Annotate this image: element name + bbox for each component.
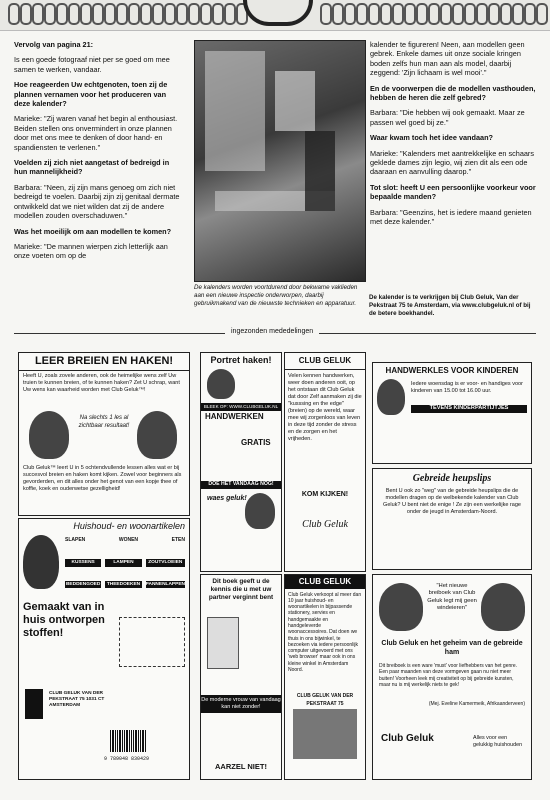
ad-title: Club Geluk en het geheim van de gebreide ham bbox=[381, 640, 523, 656]
woes-label: waes geluk! bbox=[207, 495, 247, 502]
ad-body: Iedere woensdag is er voor- en handiges voor kinderen van 15.00 tot 16.00 uur. bbox=[411, 381, 523, 394]
question: Voelden zij zich niet aangetast of bedreigd in hun mannelijkheid? bbox=[14, 158, 170, 177]
article-column-right bbox=[370, 40, 536, 233]
availability-note: De kalender is te verkrijgen bij Club Geluk, Van der Pekstraat 75 te Amsterdam, via www.clubgeluk.nl of bij de betere boekhandel. bbox=[369, 294, 531, 317]
ad-title: Portret haken! bbox=[210, 355, 272, 365]
spiral-ring bbox=[140, 3, 152, 25]
gratis-label: GRATIS bbox=[241, 438, 271, 447]
come-look-label: KOM KIJKEN! bbox=[301, 491, 349, 498]
spiral-ring bbox=[44, 3, 56, 25]
spiral-ring bbox=[344, 3, 356, 25]
ad-title: LEER BREIEN EN HAKEN! bbox=[19, 353, 189, 371]
spiral-ring bbox=[320, 3, 332, 25]
article-column-left bbox=[14, 40, 182, 267]
ad-portret bbox=[200, 352, 282, 572]
portrait-image bbox=[481, 583, 525, 631]
column-label: ETEN bbox=[171, 537, 185, 543]
answer: Marieke: "Zij waren vanaf het begin al enthousiast. Beiden stellen ons onvermindert in onze plannen door met ons mee te denken of door hand- en spandiensten te verlenen." bbox=[14, 114, 178, 152]
answer: Marieke: "Kalenders met aantrekkelijke en schaars geklede dames zijn legio, wij zien dit als een ode daaraan en aanvulling daarop." bbox=[370, 148, 535, 177]
ad-title: Gebreide heupslips bbox=[412, 473, 492, 484]
spiral-ring bbox=[80, 3, 92, 25]
vandaag-banner: DOE HET VANDAAG NOG! bbox=[201, 481, 281, 489]
ad-boek bbox=[200, 574, 282, 780]
item-label: PANNENLAPPEN bbox=[145, 581, 185, 587]
portrait-image bbox=[379, 583, 423, 631]
answer: Barbara: "Geenzins, het is iedere maand genieten met deze kalender." bbox=[370, 207, 532, 227]
ad-body: Dit breiboek is een ware 'must' voor liefhebbers van het genre. Een paar maanden van deze vormgeven gaan nu niet meer buiten! Voorheen leek mij creativiteit op bij gebreide kunsten, maar nu is mij werkelijk niets te gek! bbox=[379, 663, 518, 689]
article bbox=[14, 40, 536, 326]
spiral-ring bbox=[200, 3, 212, 25]
ad-footer: CLUB GELUK VAN DER PEKSTRAAT 75 bbox=[296, 693, 354, 707]
ad-intro: Heeft U, zoals zovele anderen, ook de heimelijke wens zelf Uw truien te kunnen breien, of te kunnen haken? Zet U schrap, want Uw wens kan waarheid worden met Club Geluk™! bbox=[23, 373, 180, 393]
item-label: ZOUTVLOEIEN bbox=[146, 559, 185, 567]
item-label: THEEDOEKEN bbox=[106, 581, 141, 587]
spiral-ring bbox=[128, 3, 140, 25]
speech-bubble: Na slechts 1 les al zichtbaar resultaat! bbox=[78, 415, 130, 429]
ad-heupslips bbox=[372, 468, 532, 570]
ad-kinderen bbox=[372, 362, 532, 464]
item-label: LAMPEN bbox=[105, 559, 141, 567]
ad-address: CLUB GELUK VAN DER PEKSTRAAT 75 1031 CT AMSTERDAM bbox=[49, 691, 105, 708]
spiral-ring bbox=[8, 3, 20, 25]
question: Hoe reageerden Uw echtgenoten, toen zij de plannen vernamen voor het produceren van deze kalender? bbox=[14, 80, 168, 109]
question: En de voorwerpen die de modellen vasthouden, hebben de heren die zelf gebred? bbox=[370, 83, 536, 103]
coupon[interactable] bbox=[119, 617, 185, 667]
spiral-ring bbox=[500, 3, 512, 25]
spiral-ring bbox=[20, 3, 32, 25]
ad-club-geluk-2 bbox=[284, 574, 366, 780]
spiral-ring bbox=[464, 3, 476, 25]
ad-slogan: AARZEL NIET! bbox=[215, 762, 267, 771]
ad-tagline: Alles voor een gelukkig huishouden bbox=[473, 735, 523, 748]
spiral-ring bbox=[452, 3, 464, 25]
spiral-ring bbox=[416, 3, 428, 25]
item-label: BEDDENGOED bbox=[65, 581, 101, 587]
ads-section-label: ingezonden mededelingen bbox=[225, 328, 319, 335]
spiral-ring bbox=[152, 3, 164, 25]
signature: (Mej. Eveline Kamermeik, Afrikaanderveen) bbox=[428, 701, 525, 707]
ad-slogan: Gemaakt van in huis ontworpen stoffen! bbox=[23, 601, 105, 639]
ad-club-geluk bbox=[284, 352, 366, 572]
spiral-ring bbox=[392, 3, 404, 25]
ad-huishoud bbox=[18, 518, 190, 780]
spiral-ring bbox=[332, 3, 344, 25]
portrait-image bbox=[137, 411, 177, 459]
question: Waar kwam toch het idee vandaan? bbox=[370, 133, 493, 143]
spiral-ring bbox=[164, 3, 176, 25]
paragraph: kalender te figureren! Neen, aan modellen geen gebrek. Enkele dames uit onze sociale kringen boden zelfs hun man aan als model, daarbij zeggend: 'Zijn lichaam is wel mooi'." bbox=[370, 40, 525, 78]
woman-image bbox=[23, 535, 59, 589]
ad-sub: TEVENS KINDERPARTIJTJES bbox=[411, 405, 527, 413]
spiral-ring bbox=[404, 3, 416, 25]
spiral-ring bbox=[176, 3, 188, 25]
spiral-ring bbox=[368, 3, 380, 25]
ad-title: CLUB GELUK bbox=[285, 575, 365, 589]
portrait-image bbox=[207, 369, 235, 399]
barcode bbox=[110, 730, 146, 752]
spiral-ring bbox=[32, 3, 44, 25]
spiral-ring bbox=[56, 3, 68, 25]
ad-title: Dit boek geeft u de kennis die u met uw partner verginnt bent bbox=[208, 578, 274, 601]
spiral-ring bbox=[512, 3, 524, 25]
ad-body: Velen kennen handwerken, weer doen anderen ooit, op het ontstaan dit Club Geluk dat door Zelf aanmaken zij die "kusssing en the edge" (breien) op de wereld, waar mee wij zorgenloos van leven in deze tijd zonder de stress en de zorgen en het vrijheden. bbox=[288, 372, 362, 442]
spiral-ring bbox=[524, 3, 536, 25]
handwerken-label: HANDWERKEN bbox=[205, 412, 264, 421]
column-label: WONEN bbox=[118, 537, 139, 543]
paragraph: Is een goede fotograaf niet per se goed om mee samen te werken, vandaar. bbox=[14, 55, 170, 74]
question: Was het moeilijk om aan modellen te komen? bbox=[14, 226, 172, 236]
ad-breiboek bbox=[372, 574, 532, 780]
answer: Barbara: "Die hebben wij ook gemaakt. Maar ze passen wel goed bij ze." bbox=[370, 108, 525, 127]
continuation-label: Vervolg van pagina 21: bbox=[14, 40, 94, 49]
portrait-image bbox=[29, 411, 69, 459]
spiral-ring bbox=[104, 3, 116, 25]
answer: Barbara: "Neen, zij zijn mans genoeg om zich niet bedreigd te voelen. Daarbij zijn zij genitaal dermate ontwikkeld dat we niet wilden dat zij de andere modellen zouden overschaduwen." bbox=[14, 182, 180, 221]
photo-caption: De kalenders worden voortdurend door bekwame vaklieden aan een nieuwe inspectie onderworpen, daarbij gebruikmakend van de nieuwste technieken en apparatuur. bbox=[194, 284, 358, 307]
club-logo: Club Geluk bbox=[381, 733, 434, 744]
spiral-ring bbox=[488, 3, 500, 25]
quote: "Het nieuwe breiboek van Club Geluk legt mij geen windeieren" bbox=[427, 583, 477, 612]
ad-title: Huishoud- en woonartikelen bbox=[73, 521, 185, 531]
item-label: KUSSENS bbox=[65, 559, 101, 567]
ad-breien bbox=[18, 352, 190, 516]
spiral-ring bbox=[68, 3, 80, 25]
spiral-ring bbox=[536, 3, 548, 25]
spiral-ring bbox=[356, 3, 368, 25]
spiral-ring bbox=[380, 3, 392, 25]
printing-press-photo bbox=[194, 40, 366, 282]
storefront-image bbox=[293, 709, 357, 759]
question: Tot slot: heeft U een persoonlijke voorkeur voor bepaalde manden? bbox=[370, 182, 536, 202]
spiral-ring bbox=[224, 3, 236, 25]
woman-image bbox=[377, 379, 405, 415]
answer: Marieke: "De mannen wierpen zich letterlijk aan onze voeten om op de bbox=[14, 241, 168, 261]
spiral-ring bbox=[116, 3, 128, 25]
ad-url: BLEEK OP: WWW.CLUBGELUK.NL bbox=[201, 403, 281, 411]
spiral-ring bbox=[476, 3, 488, 25]
spiral-ring bbox=[212, 3, 224, 25]
club-logo: Club Geluk bbox=[302, 519, 348, 530]
barcode-number: 9 789048 830429 bbox=[104, 756, 150, 762]
spiral-ring bbox=[92, 3, 104, 25]
ad-body: Club Geluk verkoopt al meer dan 10 jaar huishoud- en woonartikelen in bijpassende stationery, servies en handgemaakte en handgeleverde woonaccessoires. Dat doen we thuis in ons bijwinkel, te bezoeken via iedere persoonlijk computer uitgevoerd met ons 'web browser' maar ook in ons kleine winkel in Amsterdam Noord. bbox=[288, 591, 362, 674]
column-label: SLAPEN bbox=[65, 537, 86, 543]
ad-body: Club Geluk™ leert U in 5 ochtendvullende lessen alles wat er bij succesvol breien en haken komt kijken. Zowel voor beginners als gevorderden, en dit alles onder het genot van een kopje thee of koffie, koek en ouderwetse gezelligheid! bbox=[23, 465, 182, 492]
spiral-ring bbox=[428, 3, 440, 25]
ad-body: Bent U ook zo "weg" van de gebreide heupslips die de modellen dragen op de welbekende kalender van Club Geluk? U bent niet de enige ! Ze zijn een werkelijke rage onder de jeugd in Amsterdam-Noord. bbox=[383, 488, 521, 515]
woman-image bbox=[245, 493, 275, 529]
ad-title: HANDWERKLES VOOR KINDEREN bbox=[385, 366, 519, 375]
spiral-ring bbox=[188, 3, 200, 25]
building-icon bbox=[25, 689, 43, 719]
spiral-ring bbox=[440, 3, 452, 25]
boek-banner: De moderne vrouw van vandaag kan niet zonder! bbox=[201, 695, 281, 713]
book-image bbox=[207, 617, 239, 669]
ad-title: CLUB GELUK bbox=[285, 353, 365, 370]
